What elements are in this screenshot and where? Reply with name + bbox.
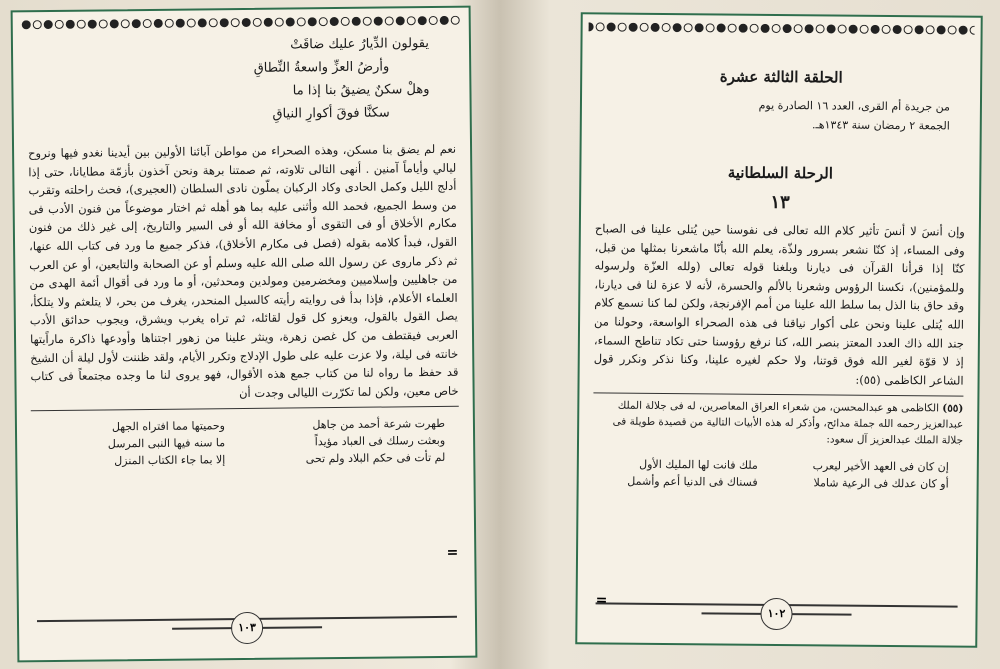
ornament-dot <box>629 23 638 32</box>
section-number: ١٣ <box>770 191 790 214</box>
body-text <box>14 140 473 405</box>
ornament-dot <box>805 24 814 33</box>
ornament-dot <box>673 23 682 32</box>
source-note <box>582 94 980 135</box>
ornament-dot <box>959 26 968 35</box>
ornament-dot <box>418 16 427 25</box>
ornament-dot <box>275 18 284 27</box>
verse-hemistich: وحميتها مما افتراه الجهل <box>111 419 226 434</box>
poem-line: يقولون الدِّيارُ عليك ضاقَتْ <box>290 36 430 53</box>
right-page <box>500 0 1000 669</box>
left-page-frame <box>11 6 478 663</box>
ornament-dot <box>893 25 902 34</box>
ornament-dot <box>341 17 350 26</box>
ornament-dot <box>970 26 975 35</box>
verse-hemistich: فسناك فى الدنيا أعم وأشمل <box>627 475 758 490</box>
ornament-dot <box>407 16 416 25</box>
ornament-dot <box>651 23 660 32</box>
verse-hemistich: طهرت شرعة أحمد من جاهل <box>312 417 446 432</box>
paragraph: نعم لم يضق بنا مسكن، وهذه الصحراء من مواطن آبائنا الأولين بين أيدينا نغدو فيها ونروح ليالي وأياماً آمنين . أنهى التالى تلاوته، ثم صمتنا برهة ونحن آخذون بأزمّة مطايانا، حتى إذا أدلج الليل وكمل الحادى وكاد الركبان يملّون نادى السلطان (العجيرى)، فحث راحلته وتقرب من وسط الجميع، فحمد الله وأثنى عليه بما هو أهله ثم اختار موضوعاً من فنون الأدب فى مكارم الأخلاق أو فى التقوى أو مخافة الله أو فى السير والتاريخ، إلى غير ذلك من فنون القول، فبدأ كلامه بقوله (فصل فى مكارم الأخلاق)، فذكر جميع ما ورد فى كتاب الله عنها، ثم ذكر ماروى عن رسول الله صلى الله عليه وسلم أو عن الصحابة والتابعين، أو عن العرب من جاهليين وإسلاميين ومخضرمين ومولدين ومحدثين، أو ما ورد فى أقوال أئمة الهدى من العلماء الأعلام، فإذا بدأ فى روايته رأيته كالسيل المنحدر، يغرف من بحر، لا يتلعثم ولا يتلكأ، يصل القول بالقول، ويعزو كل قول لقائله، ثم تراه يغرب ويشرق، ويجوب حدائق الأدب العربى فيقتطف من كل غصن زهرة، وينثر علينا من زهور اجتناها وأودعها ذاكرة ماراًيتها خانته فى ليلة، ولا عزت عليه على طول الإدلاج وتكرر الأيام، ولقد ظننت لأول ليلة أن الشيخ قد حفظ ما رواه لنا من كتاب جمع هذه الأقوال، فهو يروى لنا ما وجده مجتمعاً فى كتاب خاص معين، ولكن لما تكرّرت الليالى وجدت أن <box>28 141 459 400</box>
ornament-dot <box>838 25 847 34</box>
ornament-dot <box>286 17 295 26</box>
ornament-dot <box>33 20 42 29</box>
ornament-dot <box>297 17 306 26</box>
ornament-dot <box>827 24 836 33</box>
ornament-dot <box>198 18 207 27</box>
ornament-dot <box>143 19 152 28</box>
ornament-dot <box>596 22 605 31</box>
verse-hemistich: لم تأت فى حكم البلاد ولم تحى <box>305 451 446 466</box>
ornament-dot <box>607 22 616 31</box>
footnote <box>579 398 977 449</box>
ornament-dot <box>253 18 262 27</box>
ornament-dot <box>110 19 119 28</box>
ornament-dot <box>55 20 64 29</box>
divider <box>31 406 459 411</box>
ornament-dot <box>761 24 770 33</box>
body-text <box>579 219 978 390</box>
verse-hemistich: ملك فانت لها المليك الأول <box>639 458 758 473</box>
ornament-dot <box>772 24 781 33</box>
ornament-dot <box>363 17 372 26</box>
ornament-dot <box>717 23 726 32</box>
chapter-title: الحلقة الثالثة عشرة <box>719 67 843 87</box>
footnote-number: (٥٥) <box>942 402 964 415</box>
ornament-dot <box>88 20 97 29</box>
ornament-dot <box>937 25 946 34</box>
ornament-dot <box>451 16 460 25</box>
ornament-dot <box>794 24 803 33</box>
verse-hemistich: إن كان فى العهد الأخير ليعرب <box>812 459 949 474</box>
paragraph: وإن أنسَ لا أنسَ تأثير كلام الله تعالى فى نفوسنا حين يُتلى علينا فى الصباح وفى المساء، إذ كنّا نشعر بسرور ولذّة، يعلم الله بأنّا ماشعرنا بمثلها من قبل، كنّا إذا قرأنا القرآن فى ديارنا وبلغنا قوله تعالى (ولله العزّة ولرسوله وللمؤمنين)، نكسنا الرؤوس وشعرنا بالألم والحسرة، لأنه لا عزة لنا فى ديارنا، وقد حاق بنا الذل بما سلط الله علينا من أمم الإفرنجة، ولكن لما كنا نسمع كلام الله يُتلى علينا ونحن على أكوار نياقنا فى هذه الصحراء الواسعة، وحولنا من جند الله ذاك العدد المعتز بنصر الله، كنا نرفع رؤوسنا حتى تكاد تناطح السماء، إذ لا قوّة لغير الله فوق قوتنا، ولا حكم لغيره علينا، وكنا نذكر ونكرر قول الشاعر الكاظمى (٥٥): <box>593 221 965 388</box>
opening-poem <box>13 28 470 129</box>
verse-block <box>17 411 474 471</box>
ornament-dot <box>662 23 671 32</box>
ornament-dot <box>860 25 869 34</box>
ornament-dot <box>589 22 594 31</box>
ornament-dot <box>915 25 924 34</box>
ornament-dot <box>926 25 935 34</box>
continuation-mark: = <box>446 544 459 561</box>
ornament-dot <box>319 17 328 26</box>
page-number: ١٠٣ <box>231 612 263 644</box>
ornament-dot <box>165 19 174 28</box>
ornament-dot <box>904 25 913 34</box>
ornament-dot <box>209 18 218 27</box>
ornament-dot <box>187 18 196 27</box>
ornament-dot <box>77 20 86 29</box>
ornament-dot <box>684 23 693 32</box>
ornament-dot <box>728 24 737 33</box>
ornament-dot <box>385 16 394 25</box>
footnote-text: الكاظمى هو عبدالمحسن، من شعراء العراق المعاصرين، له فى جلالة الملك عبدالعزيز رحمه الله جملة مدائح، وأذكر له هذه الأبيات التالية من قصيدة طويلة فى جلالة الملك عبدالعزيز آل سعود: <box>612 399 964 447</box>
ornament-dot <box>695 23 704 32</box>
ornament-dot <box>618 23 627 32</box>
ornament-dot <box>440 16 449 25</box>
section-title: الرحلة السلطانية <box>727 163 834 183</box>
ornament-dot <box>121 19 130 28</box>
ornament-dot <box>783 24 792 33</box>
source-line: الجمعة ٢ رمضان سنة ١٣٤٣هـ. <box>811 118 950 133</box>
ornament-dot <box>308 17 317 26</box>
ornament-dot <box>948 25 957 34</box>
ornament-dot <box>706 23 715 32</box>
ornament-dot <box>882 25 891 34</box>
ornament-dot <box>330 17 339 26</box>
verse-hemistich: ما سنه فيها النبى المرسل <box>107 436 226 451</box>
ornament-dot <box>640 23 649 32</box>
ornament-dot <box>429 16 438 25</box>
poem-line: وأرضُ العزِّ واسعةُ النِّطاقِ <box>253 59 390 76</box>
ornament-dot <box>264 18 273 27</box>
verse-hemistich: أو كان عدلك فى الرعية شاملا <box>813 476 949 491</box>
ornament-dot <box>66 20 75 29</box>
ornament-dot <box>739 24 748 33</box>
ornament-dot <box>396 16 405 25</box>
ornament-dot <box>242 18 251 27</box>
ornament-dot <box>176 19 185 28</box>
footnote-verse-block <box>579 452 977 493</box>
ornament-dot <box>132 19 141 28</box>
right-page-frame <box>575 12 982 647</box>
ornament-dot <box>849 25 858 34</box>
ornament-dot <box>374 17 383 26</box>
verse-hemistich: وبعثت رسلك فى العباد مؤيداً <box>314 434 446 449</box>
ornament-dot <box>352 17 361 26</box>
ornament-dot <box>154 19 163 28</box>
footnote-divider <box>593 393 963 397</box>
ornament-dot <box>750 24 759 33</box>
page-number: ١٠٢ <box>760 598 792 630</box>
decorative-border <box>589 22 975 37</box>
ornament-dot <box>220 18 229 27</box>
ornament-dot <box>231 18 240 27</box>
ornament-dot <box>22 20 31 29</box>
source-line: من جريدة أم القرى، العدد ١٦ الصادرة يوم <box>758 98 951 114</box>
ornament-dot <box>816 24 825 33</box>
poem-line: وهلْ سكنٌ يضيقُ بنا إذا ما <box>292 82 430 99</box>
poem-line: سكنَّا فوقَ أكوارِ النياقِ <box>272 105 390 122</box>
ornament-dot <box>44 20 53 29</box>
ornament-dot <box>99 19 108 28</box>
continuation-mark: = <box>595 592 608 609</box>
verse-hemistich: إلا بما جاء الكتاب المنزل <box>114 453 226 468</box>
ornament-dot <box>871 25 880 34</box>
